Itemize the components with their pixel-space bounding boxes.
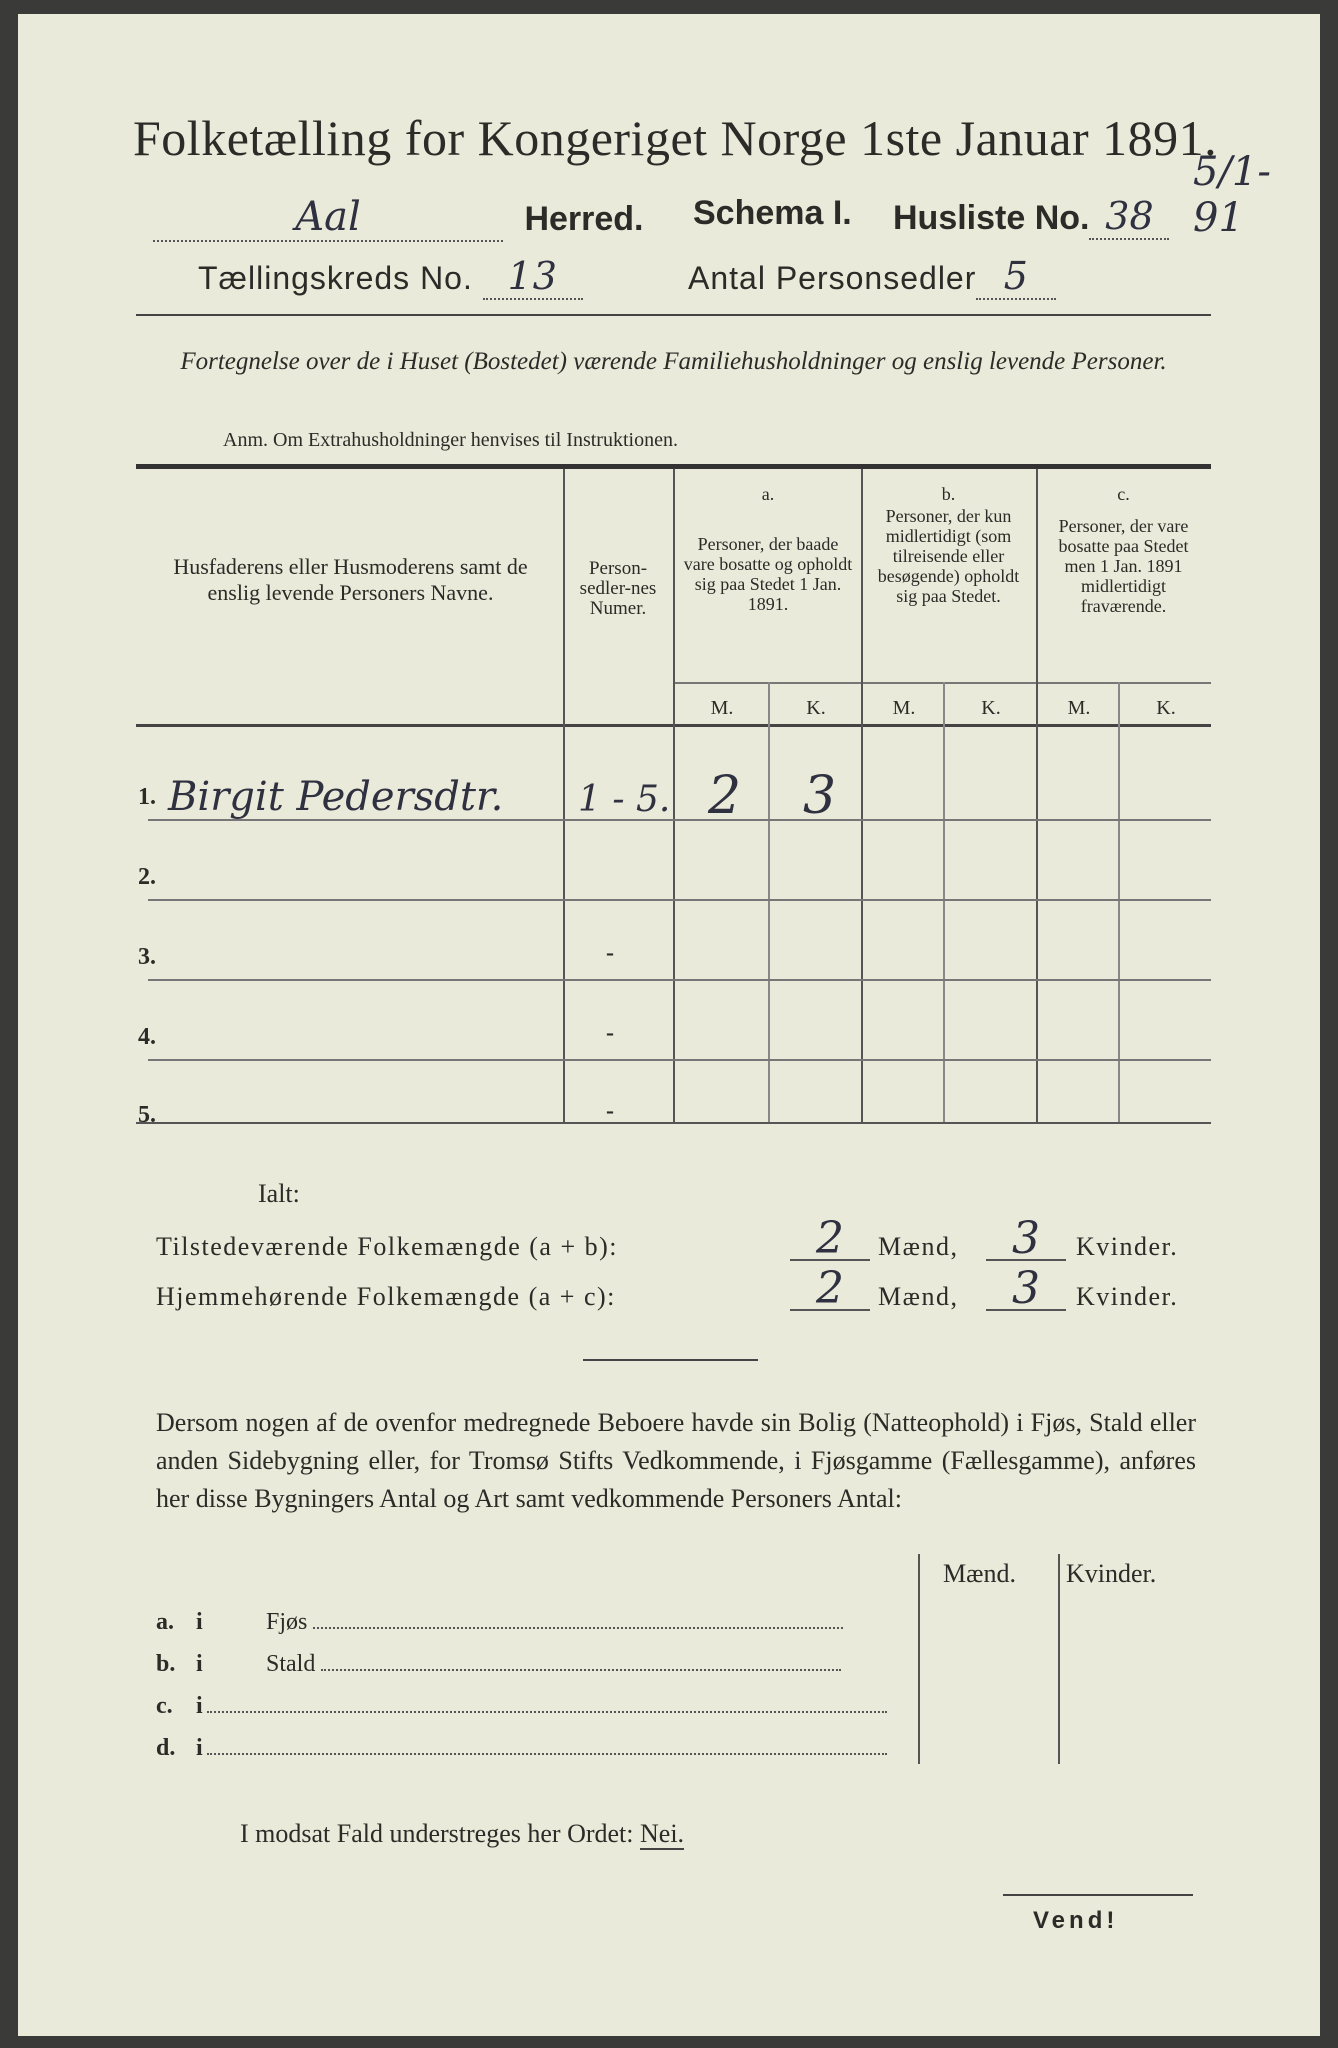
dotted-leader xyxy=(321,1669,841,1671)
buildings-kvinder-header: Kvinder. xyxy=(1066,1559,1157,1588)
col-c-letter: c. xyxy=(1117,484,1130,504)
col-header-b: Personer, der kun midlertidigt (som tilreisende eller besøgende) opholdt sig paa Stedet. xyxy=(877,506,1020,606)
personsedler-line xyxy=(688,254,1056,300)
nei-word: Nei. xyxy=(640,1819,685,1848)
col-divider xyxy=(563,469,565,1122)
item-name: Fjøs xyxy=(266,1609,308,1635)
col-divider xyxy=(1058,1554,1060,1764)
col-a-m: M. xyxy=(710,697,734,719)
building-item-fjos xyxy=(156,1609,911,1636)
schema-label: Schema I. xyxy=(693,194,852,232)
buildings-maend-header: Mænd. xyxy=(943,1559,1016,1588)
col-header-numer: Person-sedler-nes Numer. xyxy=(579,558,657,619)
vend-rule xyxy=(1003,1894,1193,1896)
tilstede-m: 2 xyxy=(790,1219,870,1261)
col-c-m: M. xyxy=(1067,697,1091,719)
subtitle: Fortegnelse over de i Huset (Bostedet) værende Familiehusholdninger og enslig levende Personer. xyxy=(180,348,1167,375)
ialt-label: Ialt: xyxy=(258,1179,300,1208)
row-number: 2. xyxy=(138,864,156,890)
col-divider xyxy=(673,469,675,1122)
col-divider xyxy=(1036,469,1038,1122)
col-divider xyxy=(768,682,770,1122)
hjemme-label: Hjemmehørende Folkemængde (a + c): xyxy=(156,1282,616,1311)
modsat-line xyxy=(240,1819,684,1849)
row-number: 3. xyxy=(138,944,156,970)
item-prep: i xyxy=(196,1651,203,1677)
dotted-leader xyxy=(207,1753,887,1755)
row-numer: - xyxy=(606,1098,614,1124)
dotted-leader xyxy=(207,1711,887,1713)
kreds-value: 13 xyxy=(483,254,583,300)
col-divider xyxy=(943,682,945,1122)
col-header-a: Personer, der baade vare bosatte og opholdt sig paa Stedet 1 Jan. 1891. xyxy=(683,534,853,614)
col-divider xyxy=(1118,682,1120,1122)
col-b-k: K. xyxy=(981,697,1001,719)
kreds-line xyxy=(198,254,583,300)
building-item-c xyxy=(156,1693,911,1720)
husliste-value: 38 xyxy=(1089,194,1169,240)
tilstede-maend: Mænd, xyxy=(878,1232,959,1261)
item-letter: d. xyxy=(156,1735,176,1761)
herred-value: Aal xyxy=(153,194,503,242)
item-letter: a. xyxy=(156,1609,174,1635)
col-b-letter: b. xyxy=(941,484,956,504)
row-rule xyxy=(148,1059,1211,1061)
row-numer: 1 - 5. xyxy=(578,779,671,820)
form-title: Folketælling for Kongeriget Norge 1ste Januar 1891. xyxy=(133,110,1218,166)
item-prep: i xyxy=(196,1735,203,1761)
row-numer: - xyxy=(606,940,614,966)
kreds-label: Tællingskreds No. xyxy=(198,260,473,296)
row-name: Birgit Pedersdtr. xyxy=(168,774,504,820)
personsedler-value: 5 xyxy=(976,254,1056,300)
husliste-line xyxy=(893,194,1169,240)
item-prep: i xyxy=(196,1693,203,1719)
mk-header-rule xyxy=(673,682,1211,684)
hjemme-m: 2 xyxy=(790,1269,870,1311)
row-a-k: 3 xyxy=(803,766,837,826)
personsedler-label: Antal Personsedler xyxy=(688,260,977,296)
census-form-page xyxy=(18,14,1320,2036)
table-bottom-rule xyxy=(136,1122,1211,1124)
row-a-m: 2 xyxy=(708,766,742,826)
item-prep: i xyxy=(196,1609,203,1635)
tilstede-k: 3 xyxy=(986,1219,1066,1261)
item-letter: c. xyxy=(156,1693,173,1719)
row-numer: - xyxy=(606,1020,614,1046)
col-divider xyxy=(918,1554,920,1764)
herred-line xyxy=(153,194,644,242)
building-paragraph: Dersom nogen af de ovenfor medregnede Beboere havde sin Bolig (Natteophold) i Fjøs, Stald eller anden Sidebygning eller, for Tromsø Stifts Vedkommende, i Fjøsgamme (Fællesgamme), anføres her disse Bygningers Antal og Art samt vedkommende Personers Antal: xyxy=(156,1408,1196,1513)
row-number: 5. xyxy=(138,1102,156,1128)
margin-note: 5/1-91 xyxy=(1193,149,1271,241)
building-item-d xyxy=(156,1735,911,1762)
col-a-k: K. xyxy=(806,697,826,719)
col-a-letter: a. xyxy=(761,484,775,504)
vend-label: Vend! xyxy=(1033,1907,1119,1934)
col-header-c: Personer, der vare bosatte paa Stedet men 1 Jan. 1891 midlertidigt fraværende. xyxy=(1058,516,1189,616)
tilstede-label: Tilstedeværende Folkemængde (a + b): xyxy=(156,1232,618,1261)
hjemme-kvinder: Kvinder. xyxy=(1076,1282,1179,1311)
tilstede-kvinder: Kvinder. xyxy=(1076,1232,1179,1261)
col-header-name: Husfaderens eller Husmoderens samt de enslig levende Personers Navne. xyxy=(173,554,528,605)
anm-note: Anm. Om Extrahusholdninger henvises til Instruktionen. xyxy=(223,429,678,451)
divider xyxy=(583,1359,758,1361)
row-rule xyxy=(148,979,1211,981)
dotted-leader xyxy=(313,1627,843,1629)
col-divider xyxy=(861,469,863,1122)
herred-label: Herred. xyxy=(524,200,644,238)
col-b-m: M. xyxy=(892,697,916,719)
item-name: Stald xyxy=(266,1651,316,1677)
hjemme-k: 3 xyxy=(986,1269,1066,1311)
husliste-label: Husliste No. xyxy=(893,199,1090,237)
col-c-k: K. xyxy=(1156,697,1176,719)
item-letter: b. xyxy=(156,1651,176,1677)
building-item-stald xyxy=(156,1651,911,1678)
row-number: 4. xyxy=(138,1024,156,1050)
row-number: 1. xyxy=(138,784,156,810)
modsat-label: I modsat Fald understreges her Ordet: xyxy=(240,1819,634,1848)
row-rule xyxy=(148,899,1211,901)
hjemme-maend: Mænd, xyxy=(878,1282,959,1311)
header-rule xyxy=(136,314,1211,316)
